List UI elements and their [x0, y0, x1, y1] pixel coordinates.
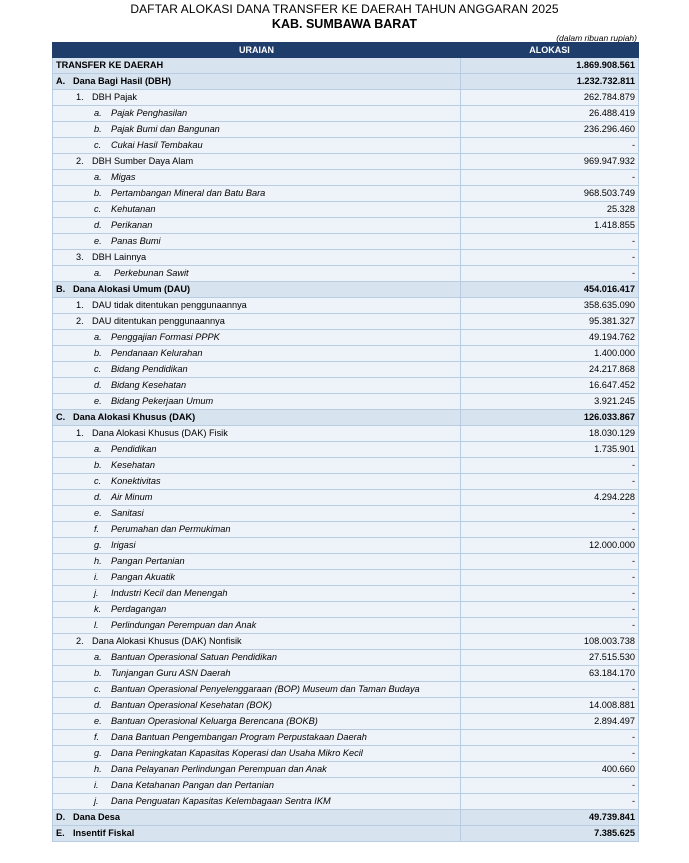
row-label-cell: [53, 266, 461, 282]
table-row: [53, 618, 639, 634]
table-row: [53, 58, 639, 74]
row-label: Migas: [111, 172, 136, 182]
row-label: Penggajian Formasi PPPK: [111, 332, 220, 342]
row-label-cell: [53, 330, 461, 346]
row-label: DBH Pajak: [92, 92, 137, 102]
table-row: [53, 442, 639, 458]
row-label: DAU tidak ditentukan penggunaannya: [92, 300, 247, 310]
row-label: Perlindungan Perempuan dan Anak: [111, 620, 257, 630]
row-label: Pertambangan Mineral dan Batu Bara: [111, 188, 266, 198]
row-label: Irigasi: [111, 540, 136, 550]
row-label-cell: [53, 698, 461, 714]
row-value: 262.784.879: [461, 90, 639, 106]
row-label-cell: [53, 234, 461, 250]
row-label-cell: [53, 154, 461, 170]
row-label: Bantuan Operasional Kesehatan (BOK): [111, 700, 272, 710]
row-value: 7.385.625: [461, 826, 639, 842]
row-value: 1.400.000: [461, 346, 639, 362]
row-label-cell: [53, 778, 461, 794]
row-label: Panas Bumi: [111, 236, 161, 246]
row-marker: a.: [94, 268, 102, 278]
row-value: 12.000.000: [461, 538, 639, 554]
table-row: [53, 650, 639, 666]
document-title: DAFTAR ALOKASI DANA TRANSFER KE DAERAH TAHUN ANGGARAN 2025: [130, 2, 559, 16]
row-value: -: [461, 794, 639, 810]
table-row: [53, 106, 639, 122]
row-label: Dana Alokasi Khusus (DAK): [73, 412, 196, 422]
table-row: [53, 298, 639, 314]
table-row: [53, 234, 639, 250]
table-row: [53, 330, 639, 346]
row-marker: j.: [94, 796, 99, 806]
row-label-cell: [53, 170, 461, 186]
row-marker: a.: [94, 108, 102, 118]
row-label-cell: [53, 714, 461, 730]
row-label: Pendidikan: [111, 444, 157, 454]
row-marker: a.: [94, 652, 102, 662]
row-marker: e.: [94, 716, 102, 726]
row-label-cell: [53, 634, 461, 650]
row-marker: f.: [94, 732, 100, 742]
row-label: Insentif Fiskal: [73, 828, 135, 838]
table-row: [53, 506, 639, 522]
row-label: Kesehatan: [111, 460, 155, 470]
table-row: [53, 698, 639, 714]
row-value: 1.418.855: [461, 218, 639, 234]
row-label: Industri Kecil dan Menengah: [111, 588, 228, 598]
table-row: [53, 714, 639, 730]
row-label-cell: [53, 442, 461, 458]
row-marker: A.: [56, 76, 66, 86]
row-marker: b.: [94, 460, 102, 470]
row-value: 108.003.738: [461, 634, 639, 650]
table-row: [53, 794, 639, 810]
allocation-table: [52, 42, 639, 842]
table-row: [53, 186, 639, 202]
table-row: [53, 682, 639, 698]
row-value: 25.328: [461, 202, 639, 218]
row-marker: E.: [56, 828, 65, 838]
table-row: [53, 666, 639, 682]
row-marker: c.: [94, 684, 102, 694]
row-value: 27.515.530: [461, 650, 639, 666]
row-value: -: [461, 554, 639, 570]
table-row: [53, 202, 639, 218]
row-value: 49.194.762: [461, 330, 639, 346]
row-value: 400.660: [461, 762, 639, 778]
table-row: [53, 170, 639, 186]
table-row: [53, 762, 639, 778]
row-marker: b.: [94, 348, 102, 358]
row-label-cell: [53, 138, 461, 154]
row-label: Dana Bagi Hasil (DBH): [73, 76, 172, 86]
table-row: [53, 90, 639, 106]
row-marker: c.: [94, 204, 102, 214]
table-row: [53, 730, 639, 746]
table-row: [53, 74, 639, 90]
row-marker: D.: [56, 812, 66, 822]
row-label: Perumahan dan Permukiman: [111, 524, 231, 534]
row-label-cell: [53, 618, 461, 634]
row-label: Kehutanan: [111, 204, 156, 214]
row-label-cell: [53, 314, 461, 330]
column-header-alokasi: ALOKASI: [461, 43, 639, 58]
row-label-cell: [53, 794, 461, 810]
table-row: [53, 282, 639, 298]
row-label: Bantuan Operasional Penyelenggaraan (BOP) Museum dan Taman Budaya: [111, 684, 420, 694]
row-marker: b.: [94, 124, 102, 134]
row-value: -: [461, 586, 639, 602]
row-label: Cukai Hasil Tembakau: [111, 140, 203, 150]
row-marker: b.: [94, 188, 102, 198]
row-marker: 2.: [76, 316, 84, 326]
row-marker: 1.: [76, 428, 84, 438]
row-label-cell: [53, 106, 461, 122]
row-marker: a.: [94, 172, 102, 182]
row-label: Perkebunan Sawit: [114, 268, 189, 278]
row-marker: h.: [94, 556, 102, 566]
row-value: 1.232.732.811: [461, 74, 639, 90]
row-value: 1.735.901: [461, 442, 639, 458]
table-row: [53, 826, 639, 842]
row-label-cell: [53, 522, 461, 538]
row-label-cell: [53, 282, 461, 298]
row-marker: B.: [56, 284, 66, 294]
table-row: [53, 154, 639, 170]
table-row: [53, 314, 639, 330]
row-label: Dana Peningkatan Kapasitas Koperasi dan Usaha Mikro Kecil: [111, 748, 363, 758]
table-row: [53, 538, 639, 554]
row-value: 14.008.881: [461, 698, 639, 714]
row-label-cell: [53, 218, 461, 234]
row-label-cell: [53, 202, 461, 218]
row-value: -: [461, 458, 639, 474]
table-row: [53, 250, 639, 266]
row-label: Pangan Pertanian: [111, 556, 185, 566]
row-value: -: [461, 730, 639, 746]
row-value: 63.184.170: [461, 666, 639, 682]
row-marker: c.: [94, 476, 102, 486]
row-marker: d.: [94, 700, 102, 710]
row-label-cell: [53, 682, 461, 698]
row-label-cell: [53, 554, 461, 570]
row-value: 358.635.090: [461, 298, 639, 314]
row-marker: 1.: [76, 92, 84, 102]
row-label: Perikanan: [111, 220, 153, 230]
row-marker: C.: [56, 412, 66, 422]
row-label-cell: [53, 122, 461, 138]
table-row: [53, 378, 639, 394]
row-value: -: [461, 234, 639, 250]
row-label-cell: [53, 602, 461, 618]
table-row: [53, 778, 639, 794]
row-label-cell: [53, 58, 461, 74]
row-marker: 1.: [76, 300, 84, 310]
row-label-cell: [53, 810, 461, 826]
row-value: 24.217.868: [461, 362, 639, 378]
row-marker: a.: [94, 444, 102, 454]
table-row: [53, 474, 639, 490]
row-label-cell: [53, 458, 461, 474]
row-marker: c.: [94, 140, 102, 150]
column-header-uraian: URAIAN: [53, 43, 461, 58]
table-row: [53, 810, 639, 826]
table-row: [53, 570, 639, 586]
row-marker: l.: [94, 620, 99, 630]
table-row: [53, 634, 639, 650]
row-label: Sanitasi: [111, 508, 144, 518]
table-row: [53, 362, 639, 378]
row-label: Bantuan Operasional Satuan Pendidikan: [111, 652, 278, 662]
row-value: -: [461, 506, 639, 522]
row-label-cell: [53, 666, 461, 682]
row-label: Dana Pelayanan Perlindungan Perempuan dan Anak: [111, 764, 327, 774]
row-label-cell: [53, 506, 461, 522]
unit-note: (dalam ribuan rupiah): [556, 33, 637, 43]
table-row: [53, 218, 639, 234]
row-value: 49.739.841: [461, 810, 639, 826]
row-marker: b.: [94, 668, 102, 678]
row-marker: e.: [94, 236, 102, 246]
table-row: [53, 266, 639, 282]
row-value: -: [461, 602, 639, 618]
row-value: 2.894.497: [461, 714, 639, 730]
row-marker: e.: [94, 508, 102, 518]
row-label: Perdagangan: [111, 604, 167, 614]
row-label: Pendanaan Kelurahan: [111, 348, 203, 358]
row-value: -: [461, 570, 639, 586]
row-marker: a.: [94, 332, 102, 342]
row-value: 969.947.932: [461, 154, 639, 170]
row-value: 16.647.452: [461, 378, 639, 394]
row-value: -: [461, 474, 639, 490]
row-label: Dana Penguatan Kapasitas Kelembagaan Sentra IKM: [111, 796, 331, 806]
row-value: -: [461, 250, 639, 266]
row-label: Bidang Pendidikan: [111, 364, 188, 374]
table-row: [53, 426, 639, 442]
table-row: [53, 602, 639, 618]
row-label: Air Minum: [111, 492, 153, 502]
row-label-cell: [53, 90, 461, 106]
row-value: 4.294.228: [461, 490, 639, 506]
table-body: [53, 58, 639, 842]
table-row: [53, 138, 639, 154]
row-label: Dana Desa: [73, 812, 120, 822]
row-marker: 2.: [76, 156, 84, 166]
row-label: Dana Alokasi Khusus (DAK) Nonfisik: [92, 636, 242, 646]
row-marker: g.: [94, 540, 102, 550]
row-value: -: [461, 778, 639, 794]
document-subtitle: KAB. SUMBAWA BARAT: [271, 17, 418, 31]
row-marker: i.: [94, 572, 99, 582]
row-marker: d.: [94, 220, 102, 230]
row-marker: d.: [94, 492, 102, 502]
row-label: Dana Alokasi Khusus (DAK) Fisik: [92, 428, 228, 438]
row-marker: h.: [94, 764, 102, 774]
table-row: [53, 490, 639, 506]
row-value: 236.296.460: [461, 122, 639, 138]
row-label: Dana Bantuan Pengembangan Program Perpustakaan Daerah: [111, 732, 367, 742]
row-label-cell: [53, 826, 461, 842]
row-label-cell: [53, 74, 461, 90]
row-value: 26.488.419: [461, 106, 639, 122]
row-label-cell: [53, 362, 461, 378]
row-marker: f.: [94, 524, 100, 534]
row-label-cell: [53, 426, 461, 442]
row-label-cell: [53, 650, 461, 666]
row-value: 126.033.867: [461, 410, 639, 426]
table-row: [53, 554, 639, 570]
row-label: Bantuan Operasional Keluarga Berencana (BOKB): [111, 716, 318, 726]
table-row: [53, 586, 639, 602]
row-label: Pangan Akuatik: [111, 572, 176, 582]
row-label: Konektivitas: [111, 476, 161, 486]
row-value: -: [461, 522, 639, 538]
row-value: -: [461, 138, 639, 154]
table-row: [53, 394, 639, 410]
row-value: 454.016.417: [461, 282, 639, 298]
row-marker: 2.: [76, 636, 84, 646]
row-label-cell: [53, 538, 461, 554]
row-label-cell: [53, 186, 461, 202]
row-label: Pajak Bumi dan Bangunan: [111, 124, 220, 134]
row-label: TRANSFER KE DAERAH: [56, 60, 164, 70]
table-row: [53, 122, 639, 138]
row-label-cell: [53, 746, 461, 762]
table-row: [53, 522, 639, 538]
row-marker: i.: [94, 780, 99, 790]
row-label-cell: [53, 346, 461, 362]
row-value: 95.381.327: [461, 314, 639, 330]
row-marker: c.: [94, 364, 102, 374]
table-row: [53, 746, 639, 762]
row-value: -: [461, 170, 639, 186]
table-row: [53, 346, 639, 362]
row-label: Tunjangan Guru ASN Daerah: [111, 668, 231, 678]
row-label-cell: [53, 250, 461, 266]
row-value: 968.503.749: [461, 186, 639, 202]
table-row: [53, 458, 639, 474]
row-label-cell: [53, 762, 461, 778]
row-label: Bidang Kesehatan: [111, 380, 187, 390]
table-header-row: [53, 43, 639, 58]
row-label-cell: [53, 394, 461, 410]
row-marker: k.: [94, 604, 102, 614]
row-label: Bidang Pekerjaan Umum: [111, 396, 214, 406]
row-marker: j.: [94, 588, 99, 598]
row-label: DBH Sumber Daya Alam: [92, 156, 194, 166]
row-value: -: [461, 682, 639, 698]
row-label-cell: [53, 490, 461, 506]
row-value: 1.869.908.561: [461, 58, 639, 74]
row-marker: 3.: [76, 252, 84, 262]
row-marker: g.: [94, 748, 102, 758]
row-marker: e.: [94, 396, 102, 406]
row-marker: d.: [94, 380, 102, 390]
row-label: DAU ditentukan penggunaannya: [92, 316, 225, 326]
table-row: [53, 410, 639, 426]
row-label-cell: [53, 586, 461, 602]
row-label-cell: [53, 474, 461, 490]
row-label-cell: [53, 298, 461, 314]
row-label: Dana Ketahanan Pangan dan Pertanian: [111, 780, 274, 790]
row-value: 3.921.245: [461, 394, 639, 410]
row-value: -: [461, 746, 639, 762]
row-value: -: [461, 266, 639, 282]
row-label: Dana Alokasi Umum (DAU): [73, 284, 191, 294]
row-label-cell: [53, 570, 461, 586]
row-label: DBH Lainnya: [92, 252, 147, 262]
row-label-cell: [53, 378, 461, 394]
row-label-cell: [53, 730, 461, 746]
row-value: -: [461, 618, 639, 634]
row-value: 18.030.129: [461, 426, 639, 442]
row-label: Pajak Penghasilan: [111, 108, 188, 118]
row-label-cell: [53, 410, 461, 426]
